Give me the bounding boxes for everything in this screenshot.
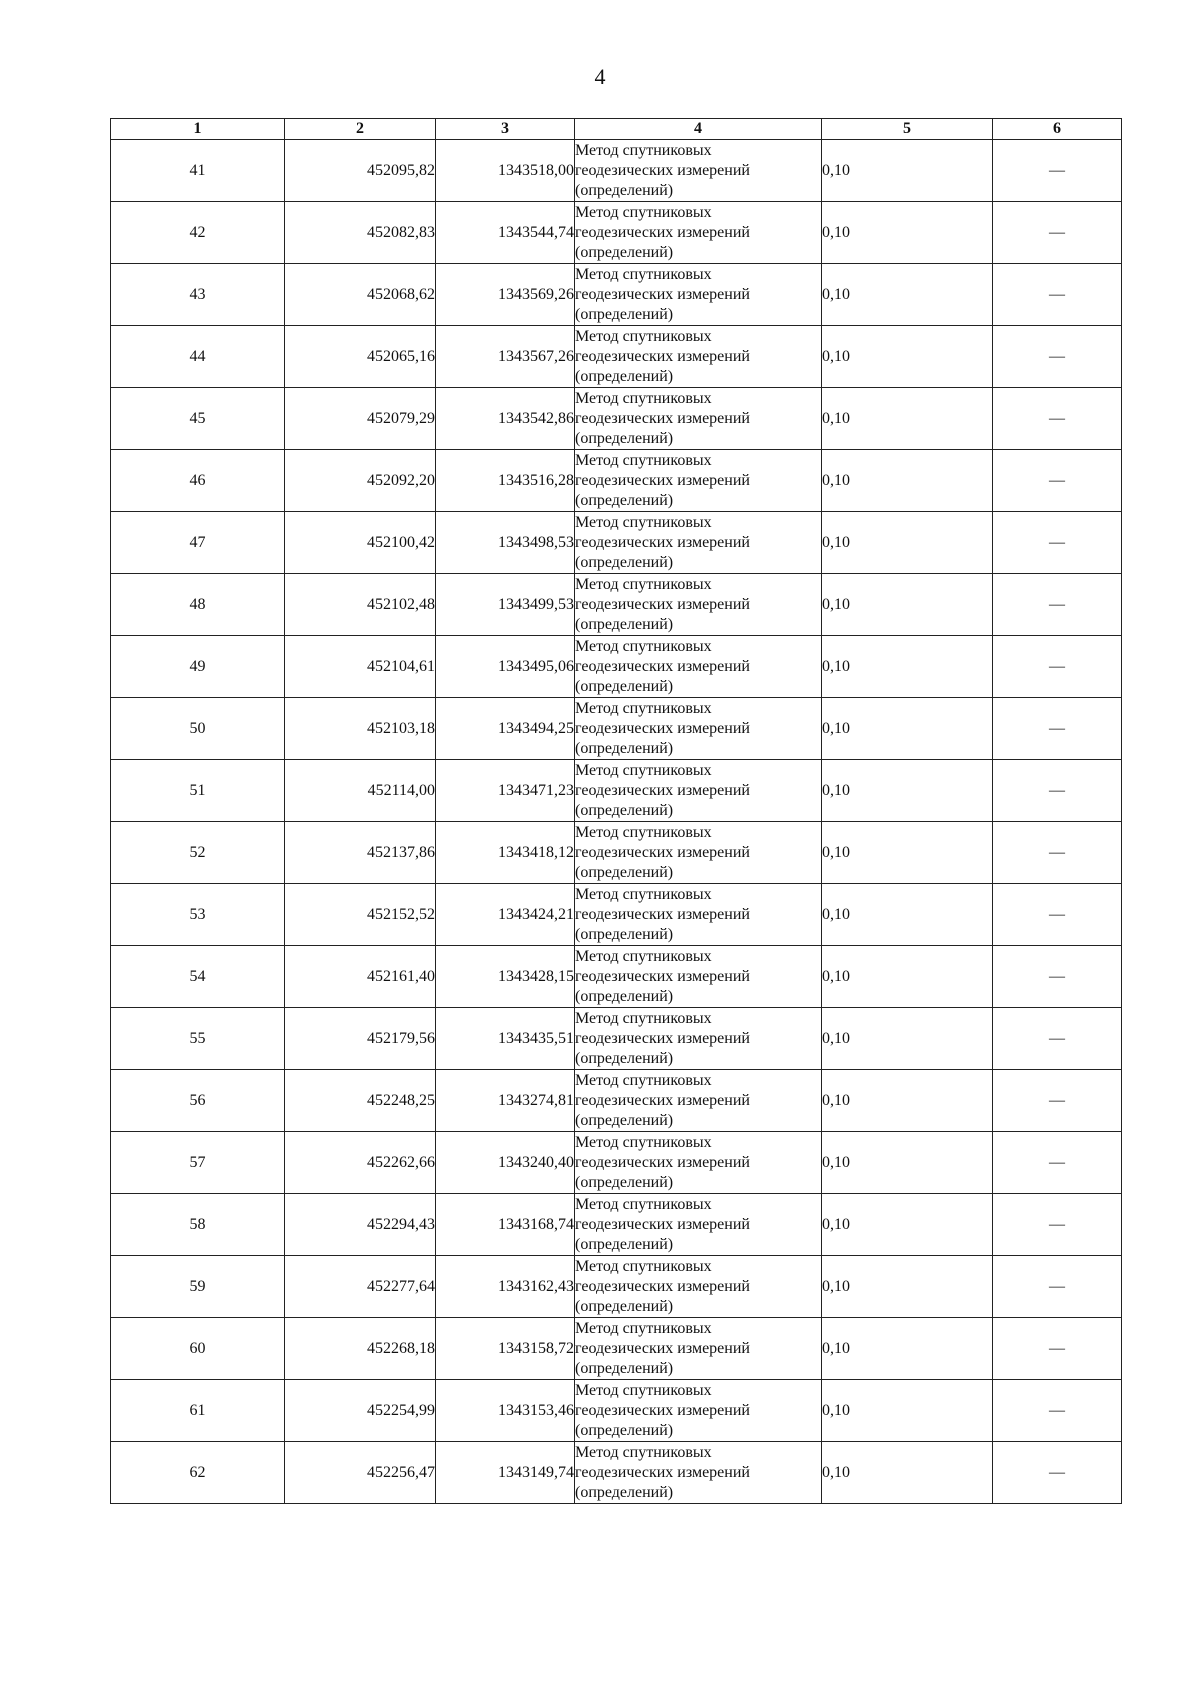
method-line: геодезических измерений bbox=[575, 595, 750, 613]
method-cell bbox=[575, 698, 822, 760]
note-cell: — bbox=[993, 326, 1122, 388]
y-coordinate-cell: 1343542,86 bbox=[436, 388, 575, 450]
method-cell bbox=[575, 822, 822, 884]
method-line: Метод спутниковых bbox=[575, 1133, 712, 1151]
method-line: геодезических измерений bbox=[575, 967, 750, 985]
accuracy-cell: 0,10 bbox=[822, 1070, 993, 1132]
accuracy-cell: 0,10 bbox=[822, 1256, 993, 1318]
method-line: геодезических измерений bbox=[575, 471, 750, 489]
method-line: (определений) bbox=[575, 429, 674, 447]
page-number: 4 bbox=[594, 64, 606, 89]
note-cell: — bbox=[993, 698, 1122, 760]
column-header: 3 bbox=[436, 119, 575, 140]
accuracy-cell: 0,10 bbox=[822, 202, 993, 264]
y-coordinate-cell: 1343162,43 bbox=[436, 1256, 575, 1318]
point-number-cell: 48 bbox=[111, 574, 285, 636]
method-line: Метод спутниковых bbox=[575, 203, 712, 221]
table-row bbox=[111, 264, 1122, 326]
note-cell: — bbox=[993, 884, 1122, 946]
method-cell bbox=[575, 512, 822, 574]
method-line: (определений) bbox=[575, 181, 674, 199]
method-line: Метод спутниковых bbox=[575, 265, 712, 283]
table-row bbox=[111, 1442, 1122, 1504]
y-coordinate-cell: 1343418,12 bbox=[436, 822, 575, 884]
table-row bbox=[111, 946, 1122, 1008]
method-cell bbox=[575, 1008, 822, 1070]
x-coordinate-cell: 452161,40 bbox=[285, 946, 436, 1008]
point-number-cell: 61 bbox=[111, 1380, 285, 1442]
method-line: Метод спутниковых bbox=[575, 637, 712, 655]
method-line: (определений) bbox=[575, 491, 674, 509]
method-line: (определений) bbox=[575, 243, 674, 261]
method-line: геодезических измерений bbox=[575, 781, 750, 799]
method-line: геодезических измерений bbox=[575, 285, 750, 303]
method-line: (определений) bbox=[575, 553, 674, 571]
note-cell: — bbox=[993, 1318, 1122, 1380]
method-line: (определений) bbox=[575, 739, 674, 757]
y-coordinate-cell: 1343494,25 bbox=[436, 698, 575, 760]
table-row bbox=[111, 1380, 1122, 1442]
y-coordinate-cell: 1343153,46 bbox=[436, 1380, 575, 1442]
point-number-cell: 46 bbox=[111, 450, 285, 512]
method-line: Метод спутниковых bbox=[575, 513, 712, 531]
point-number-cell: 57 bbox=[111, 1132, 285, 1194]
x-coordinate-cell: 452103,18 bbox=[285, 698, 436, 760]
x-coordinate-cell: 452092,20 bbox=[285, 450, 436, 512]
table-row bbox=[111, 698, 1122, 760]
method-line: геодезических измерений bbox=[575, 1029, 750, 1047]
point-number-cell: 41 bbox=[111, 140, 285, 202]
method-line: (определений) bbox=[575, 615, 674, 633]
y-coordinate-cell: 1343471,23 bbox=[436, 760, 575, 822]
method-line: геодезических измерений bbox=[575, 1463, 750, 1481]
note-cell: — bbox=[993, 202, 1122, 264]
method-line: геодезических измерений bbox=[575, 533, 750, 551]
method-line: Метод спутниковых bbox=[575, 451, 712, 469]
method-line: Метод спутниковых bbox=[575, 1381, 712, 1399]
y-coordinate-cell: 1343498,53 bbox=[436, 512, 575, 574]
method-line: геодезических измерений bbox=[575, 843, 750, 861]
note-cell: — bbox=[993, 760, 1122, 822]
method-line: (определений) bbox=[575, 1235, 674, 1253]
method-cell bbox=[575, 1318, 822, 1380]
table-row bbox=[111, 1256, 1122, 1318]
method-cell bbox=[575, 264, 822, 326]
y-coordinate-cell: 1343567,26 bbox=[436, 326, 575, 388]
column-header: 5 bbox=[822, 119, 993, 140]
method-line: геодезических измерений bbox=[575, 905, 750, 923]
method-cell bbox=[575, 450, 822, 512]
x-coordinate-cell: 452179,56 bbox=[285, 1008, 436, 1070]
table-header bbox=[111, 119, 1122, 140]
y-coordinate-cell: 1343424,21 bbox=[436, 884, 575, 946]
point-number-cell: 54 bbox=[111, 946, 285, 1008]
accuracy-cell: 0,10 bbox=[822, 264, 993, 326]
accuracy-cell: 0,10 bbox=[822, 1318, 993, 1380]
method-line: (определений) bbox=[575, 801, 674, 819]
note-cell: — bbox=[993, 1132, 1122, 1194]
point-number-cell: 49 bbox=[111, 636, 285, 698]
method-line: Метод спутниковых bbox=[575, 885, 712, 903]
point-number-cell: 56 bbox=[111, 1070, 285, 1132]
method-line: (определений) bbox=[575, 1049, 674, 1067]
note-cell: — bbox=[993, 1380, 1122, 1442]
x-coordinate-cell: 452152,52 bbox=[285, 884, 436, 946]
method-cell bbox=[575, 636, 822, 698]
method-line: геодезических измерений bbox=[575, 719, 750, 737]
y-coordinate-cell: 1343499,53 bbox=[436, 574, 575, 636]
method-line: (определений) bbox=[575, 925, 674, 943]
accuracy-cell: 0,10 bbox=[822, 1194, 993, 1256]
accuracy-cell: 0,10 bbox=[822, 698, 993, 760]
table-row bbox=[111, 512, 1122, 574]
y-coordinate-cell: 1343435,51 bbox=[436, 1008, 575, 1070]
x-coordinate-cell: 452079,29 bbox=[285, 388, 436, 450]
x-coordinate-cell: 452256,47 bbox=[285, 1442, 436, 1504]
x-coordinate-cell: 452065,16 bbox=[285, 326, 436, 388]
column-header: 4 bbox=[575, 119, 822, 140]
table-row bbox=[111, 1194, 1122, 1256]
accuracy-cell: 0,10 bbox=[822, 326, 993, 388]
accuracy-cell: 0,10 bbox=[822, 574, 993, 636]
method-line: Метод спутниковых bbox=[575, 575, 712, 593]
y-coordinate-cell: 1343516,28 bbox=[436, 450, 575, 512]
x-coordinate-cell: 452137,86 bbox=[285, 822, 436, 884]
method-line: (определений) bbox=[575, 1421, 674, 1439]
note-cell: — bbox=[993, 822, 1122, 884]
method-cell bbox=[575, 140, 822, 202]
point-number-cell: 60 bbox=[111, 1318, 285, 1380]
x-coordinate-cell: 452114,00 bbox=[285, 760, 436, 822]
method-line: геодезических измерений bbox=[575, 1277, 750, 1295]
accuracy-cell: 0,10 bbox=[822, 140, 993, 202]
method-cell bbox=[575, 1070, 822, 1132]
table-row bbox=[111, 1318, 1122, 1380]
y-coordinate-cell: 1343518,00 bbox=[436, 140, 575, 202]
point-number-cell: 42 bbox=[111, 202, 285, 264]
y-coordinate-cell: 1343274,81 bbox=[436, 1070, 575, 1132]
table-row bbox=[111, 140, 1122, 202]
accuracy-cell: 0,10 bbox=[822, 1442, 993, 1504]
column-header: 6 bbox=[993, 119, 1122, 140]
method-cell bbox=[575, 326, 822, 388]
method-line: (определений) bbox=[575, 1359, 674, 1377]
accuracy-cell: 0,10 bbox=[822, 1380, 993, 1442]
point-number-cell: 44 bbox=[111, 326, 285, 388]
method-line: геодезических измерений bbox=[575, 347, 750, 365]
point-number-cell: 52 bbox=[111, 822, 285, 884]
method-line: Метод спутниковых bbox=[575, 761, 712, 779]
note-cell: — bbox=[993, 1008, 1122, 1070]
table-row bbox=[111, 1070, 1122, 1132]
y-coordinate-cell: 1343428,15 bbox=[436, 946, 575, 1008]
x-coordinate-cell: 452268,18 bbox=[285, 1318, 436, 1380]
table-row bbox=[111, 884, 1122, 946]
accuracy-cell: 0,10 bbox=[822, 946, 993, 1008]
method-cell bbox=[575, 946, 822, 1008]
method-line: Метод спутниковых bbox=[575, 327, 712, 345]
method-line: геодезических измерений bbox=[575, 1401, 750, 1419]
method-line: Метод спутниковых bbox=[575, 389, 712, 407]
point-number-cell: 45 bbox=[111, 388, 285, 450]
accuracy-cell: 0,10 bbox=[822, 1008, 993, 1070]
x-coordinate-cell: 452248,25 bbox=[285, 1070, 436, 1132]
method-cell bbox=[575, 1132, 822, 1194]
method-line: Метод спутниковых bbox=[575, 823, 712, 841]
point-number-cell: 53 bbox=[111, 884, 285, 946]
method-cell bbox=[575, 1380, 822, 1442]
accuracy-cell: 0,10 bbox=[822, 636, 993, 698]
accuracy-cell: 0,10 bbox=[822, 512, 993, 574]
method-line: Метод спутниковых bbox=[575, 1443, 712, 1461]
y-coordinate-cell: 1343168,74 bbox=[436, 1194, 575, 1256]
method-line: геодезических измерений bbox=[575, 409, 750, 427]
method-line: геодезических измерений bbox=[575, 223, 750, 241]
point-number-cell: 59 bbox=[111, 1256, 285, 1318]
note-cell: — bbox=[993, 946, 1122, 1008]
method-line: геодезических измерений bbox=[575, 1339, 750, 1357]
x-coordinate-cell: 452104,61 bbox=[285, 636, 436, 698]
x-coordinate-cell: 452277,64 bbox=[285, 1256, 436, 1318]
accuracy-cell: 0,10 bbox=[822, 760, 993, 822]
note-cell: — bbox=[993, 388, 1122, 450]
method-cell bbox=[575, 760, 822, 822]
method-line: геодезических измерений bbox=[575, 1215, 750, 1233]
note-cell: — bbox=[993, 140, 1122, 202]
table-row bbox=[111, 450, 1122, 512]
method-line: (определений) bbox=[575, 1483, 674, 1501]
method-line: (определений) bbox=[575, 987, 674, 1005]
column-header: 1 bbox=[111, 119, 285, 140]
method-line: Метод спутниковых bbox=[575, 1257, 712, 1275]
method-line: Метод спутниковых bbox=[575, 1009, 712, 1027]
point-number-cell: 43 bbox=[111, 264, 285, 326]
method-line: геодезических измерений bbox=[575, 1091, 750, 1109]
method-line: Метод спутниковых bbox=[575, 947, 712, 965]
method-cell bbox=[575, 574, 822, 636]
y-coordinate-cell: 1343158,72 bbox=[436, 1318, 575, 1380]
method-line: геодезических измерений bbox=[575, 1153, 750, 1171]
coordinates-table bbox=[110, 118, 1122, 1504]
method-line: (определений) bbox=[575, 1297, 674, 1315]
method-line: (определений) bbox=[575, 305, 674, 323]
table-row bbox=[111, 326, 1122, 388]
method-line: Метод спутниковых bbox=[575, 1195, 712, 1213]
point-number-cell: 62 bbox=[111, 1442, 285, 1504]
method-line: геодезических измерений bbox=[575, 657, 750, 675]
x-coordinate-cell: 452254,99 bbox=[285, 1380, 436, 1442]
method-line: (определений) bbox=[575, 863, 674, 881]
table-row bbox=[111, 574, 1122, 636]
table-row bbox=[111, 822, 1122, 884]
point-number-cell: 51 bbox=[111, 760, 285, 822]
y-coordinate-cell: 1343149,74 bbox=[436, 1442, 575, 1504]
x-coordinate-cell: 452068,62 bbox=[285, 264, 436, 326]
x-coordinate-cell: 452262,66 bbox=[285, 1132, 436, 1194]
x-coordinate-cell: 452294,43 bbox=[285, 1194, 436, 1256]
note-cell: — bbox=[993, 1070, 1122, 1132]
method-cell bbox=[575, 1442, 822, 1504]
table-row bbox=[111, 636, 1122, 698]
note-cell: — bbox=[993, 1256, 1122, 1318]
method-line: геодезических измерений bbox=[575, 161, 750, 179]
method-line: (определений) bbox=[575, 677, 674, 695]
method-line: (определений) bbox=[575, 367, 674, 385]
method-line: Метод спутниковых bbox=[575, 141, 712, 159]
accuracy-cell: 0,10 bbox=[822, 450, 993, 512]
accuracy-cell: 0,10 bbox=[822, 388, 993, 450]
method-line: (определений) bbox=[575, 1111, 674, 1129]
table-row bbox=[111, 1008, 1122, 1070]
header-row bbox=[111, 119, 1122, 140]
note-cell: — bbox=[993, 512, 1122, 574]
note-cell: — bbox=[993, 574, 1122, 636]
y-coordinate-cell: 1343240,40 bbox=[436, 1132, 575, 1194]
method-cell bbox=[575, 1194, 822, 1256]
table-row bbox=[111, 388, 1122, 450]
note-cell: — bbox=[993, 450, 1122, 512]
table-row bbox=[111, 760, 1122, 822]
method-line: Метод спутниковых bbox=[575, 699, 712, 717]
method-cell bbox=[575, 884, 822, 946]
point-number-cell: 55 bbox=[111, 1008, 285, 1070]
point-number-cell: 50 bbox=[111, 698, 285, 760]
y-coordinate-cell: 1343495,06 bbox=[436, 636, 575, 698]
note-cell: — bbox=[993, 264, 1122, 326]
point-number-cell: 47 bbox=[111, 512, 285, 574]
x-coordinate-cell: 452082,83 bbox=[285, 202, 436, 264]
method-line: Метод спутниковых bbox=[575, 1071, 712, 1089]
accuracy-cell: 0,10 bbox=[822, 884, 993, 946]
y-coordinate-cell: 1343544,74 bbox=[436, 202, 575, 264]
x-coordinate-cell: 452102,48 bbox=[285, 574, 436, 636]
table-body bbox=[111, 140, 1122, 1504]
table-row bbox=[111, 202, 1122, 264]
point-number-cell: 58 bbox=[111, 1194, 285, 1256]
method-cell bbox=[575, 1256, 822, 1318]
method-cell bbox=[575, 202, 822, 264]
note-cell: — bbox=[993, 636, 1122, 698]
table-row bbox=[111, 1132, 1122, 1194]
method-line: Метод спутниковых bbox=[575, 1319, 712, 1337]
method-cell bbox=[575, 388, 822, 450]
method-line: (определений) bbox=[575, 1173, 674, 1191]
accuracy-cell: 0,10 bbox=[822, 822, 993, 884]
note-cell: — bbox=[993, 1194, 1122, 1256]
y-coordinate-cell: 1343569,26 bbox=[436, 264, 575, 326]
x-coordinate-cell: 452100,42 bbox=[285, 512, 436, 574]
column-header: 2 bbox=[285, 119, 436, 140]
accuracy-cell: 0,10 bbox=[822, 1132, 993, 1194]
x-coordinate-cell: 452095,82 bbox=[285, 140, 436, 202]
note-cell: — bbox=[993, 1442, 1122, 1504]
